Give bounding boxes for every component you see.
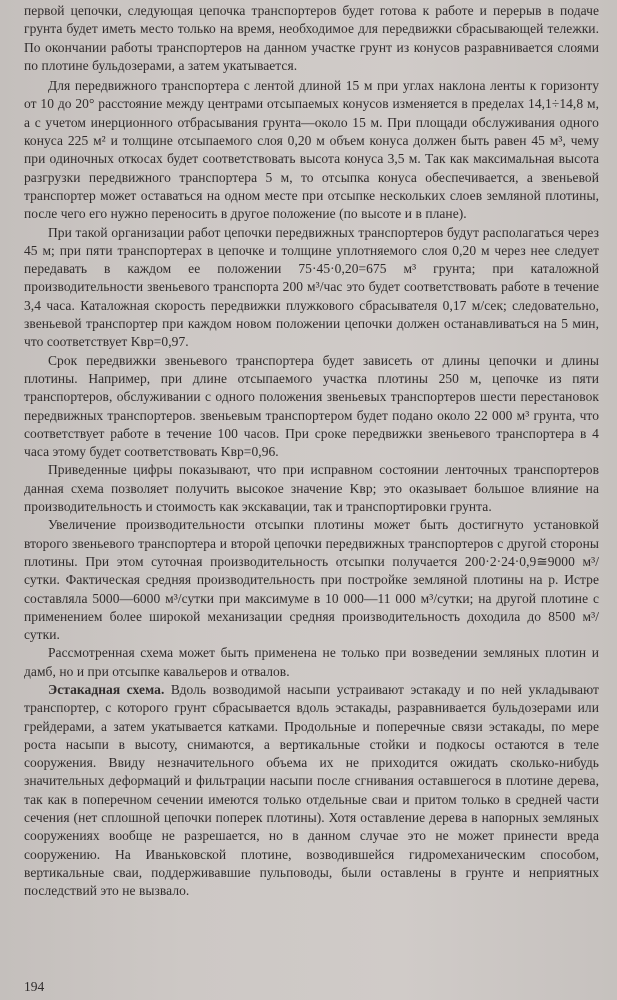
paragraph-4: Срок передвижки звеньевого транспортера будет зависеть от длины цепочки и длины плотины. Например, при длине отсыпаемого участка плотины 250 м, цепочке из пяти транспортеров, обслуживании с одного положения звеньевых транспортеров шести перестановок передвижных транспортеров. звеньевым транспортером будет подано около 22 000 м³ грунта, что соответствует работе в течение 100 часов. При сроке передвижки звеньевого транспортера в 4 часа этому будет соответствовать Kвр=0,96. bbox=[24, 352, 599, 460]
paragraph-8-text: Вдоль возводимой насыпи устраивают эстакаду и по ней укладывают транспортер, с которого грунт сбрасывается вдоль эстакады, разравнивается бульдозерами или грейдерами, а затем укатывается катками. Продольные и поперечные связи эстакады, по мере роста насыпи в высоту, снимаются, а вертикальные стойки и подкосы остаются в теле сооружения. Ввиду незначительного объема их не приходится ожидать сколько-нибудь значительных деформаций и фильтрации насыпи после сгнивания оставшегося в плотине дерева, так как в поперечном сечении имеются только отдельные сваи и притом только в средней части сечения (нет сплошной цепочки поперек плотины). Хотя оставление дерева в напорных земляных сооружениях вообще не разрешается, но в данном случае это не может принести вреда сооружению. На Иваньковской плотине, возводившейся гидромеханическим способом, вертикальные сваи, поддерживавшие пульповоды, были оставлены в грунте и неприятных последствий это не вызвало. bbox=[24, 681, 599, 899]
paragraph-7: Рассмотренная схема может быть применена не только при возведении земляных плотин и дамб, но и при отсыпке кавальеров и отвалов. bbox=[24, 645, 599, 679]
paragraph-3: При такой организации работ цепочки передвижных транспортеров будут располагаться через 45 м; при пяти транспортерах в цепочке и толщине уплотняемого слоя 0,20 м через нее следует передавать в каждом ее положении 75·45·0,20=675 м³ грунта; при каталожной производительности звеньевого транспорта 200 м³/час это будет соответствовать работе в течение 3,4 часа. Каталожная скорость передвижки плужкового сбрасывателя 0,17 м/сек; следовательно, звеньевой транспортер при каждом новом положении цепочки должен останавливаться на 5 мин, что соответствует Kвр=0,97. bbox=[24, 224, 599, 350]
paragraph-6: Увеличение производительности отсыпки плотины может быть достигнуто установкой второго звеньевого транспортера и второй цепочки передвижных транспортеров с другой стороны плотины. При этом суточная производительность отсыпки получается 200·2·24·0,9≅9000 м³/сутки. Фактическая средняя производительность при постройке земляной плотины на р. Истре составляла 5000—6000 м³/сутки при максимуме в 10 000—11 000 м³/сутки; на другой плотине с применением более широкой механизации средняя производительность доходила до 8500 м³/сутки. bbox=[24, 517, 599, 643]
paragraph-5: Приведенные цифры показывают, что при исправном состоянии ленточных транспортеров данная схема позволяет получить высокое значение Kвр; это оказывает большое влияние на производительность и стоимость как экскавации, так и транспортировки грунта. bbox=[24, 462, 599, 515]
paragraph-8 bbox=[24, 681, 599, 901]
paragraph-1: первой цепочки, следующая цепочка транспортеров будет готова к работе и перерыв в подаче грунта будет иметь место только на время, необходимое для передвижки сбрасывающей тележки. По окончании работы транспортеров на данном участке грунт из конусов разравнивается слоями по плотине бульдозерами, а затем укатывается. bbox=[24, 3, 599, 73]
section-heading: Эстакадная схема. bbox=[48, 681, 165, 697]
page-body bbox=[24, 2, 599, 901]
page-number: 194 bbox=[24, 979, 45, 994]
paragraph-2: Для передвижного транспортера с лентой длиной 15 м при углах наклона ленты к горизонту от 10 до 20° расстояние между центрами отсыпаемых конусов изменяется в пределах 14,1÷14,8 м, а с учетом инерционного отбрасывания грунта—около 15 м. При площади обслуживания одного конуса 225 м² и толщине отсыпаемого слоя 0,20 м объем конуса должен быть равен 45 м³, чему при одиночных откосах будет соответствовать высота конуса 3,5 м. Так как максимальная высота разгрузки передвижного транспортера 5 м, то отсыпка конуса обеспечивается, а звеньевой транспортер может оставаться на одном месте при отсыпке нескольких слоев земляной плотины, после чего его нужно переносить в другое положение (по высоте и в плане). bbox=[24, 78, 599, 222]
